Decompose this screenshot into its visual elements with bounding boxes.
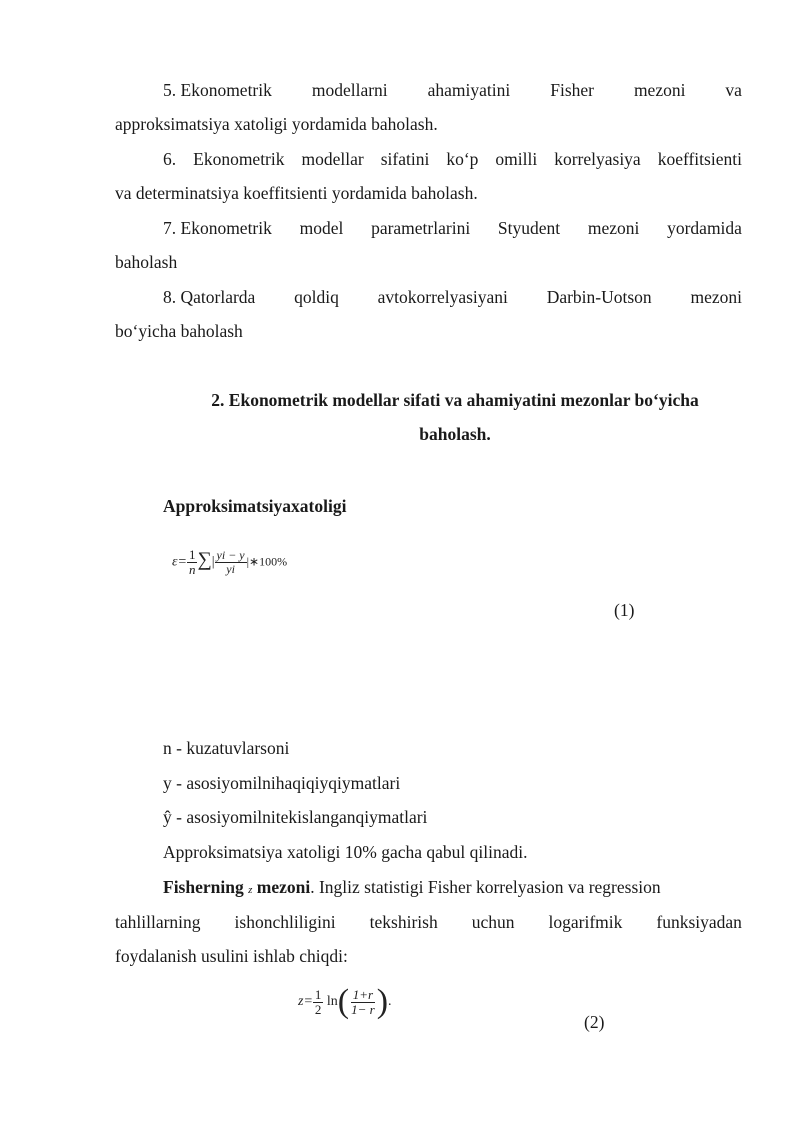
fisher-bold-title2: mezoni: [256, 877, 311, 897]
fisher-line2-word: logarifmik: [548, 912, 623, 932]
section-heading-line1: 2. Ekonometrik modellar sifati va ahamiyatini mezonlar bo‘yicha: [211, 390, 699, 410]
eq1-inner-den: yi: [226, 561, 235, 576]
list-item-5-word: ahamiyatini: [427, 80, 511, 100]
fisher-bold-title: Fisherning: [163, 877, 244, 897]
list-item-8-word: qoldiq: [294, 287, 339, 307]
equation-1: [172, 548, 287, 576]
list-item-8-word: 8. Qatorlarda: [163, 287, 256, 307]
list-item-6-word: korrelyasiya: [554, 149, 641, 169]
eq1-sum: ∑: [197, 548, 212, 571]
eq2-half-den: 2: [314, 1001, 322, 1017]
list-item-5-word: Fisher: [550, 80, 594, 100]
list-item-8-word: Darbin-Uotson: [546, 287, 652, 307]
list-item-8-word: avtokorrelyasiyani: [377, 287, 508, 307]
list-item-7-line2: baholash: [115, 252, 178, 272]
list-item-6-line2: va determinatsiya koeffitsienti yordamida baholash.: [115, 183, 478, 203]
definition-y: y - asosiyomilnihaqiqiyqiymatlari: [163, 773, 401, 793]
eq2-lhs: z=: [298, 994, 313, 1010]
list-item-5-word: 5. Ekonometrik: [163, 80, 272, 100]
list-item-5-line1: [163, 79, 742, 101]
list-item-8-line2: bo‘yicha baholash: [115, 321, 243, 341]
list-item-6-word: modellar: [301, 149, 364, 169]
fisher-line3: foydalanish usulini ishlab chiqdi:: [115, 946, 348, 966]
definition-n: n - kuzatuvlarsoni: [163, 738, 290, 758]
fisher-line2-word: tahlillarning: [115, 912, 201, 932]
eq2-ln: ln: [326, 994, 338, 1010]
equation-2-number: (2): [584, 1012, 605, 1032]
fisher-line2-word: uchun: [471, 912, 515, 932]
eq1-abs-close: |∗100%: [246, 554, 288, 569]
approx-title: Approksimatsiyaxatoligi: [163, 496, 347, 516]
eq2-half-num: 1: [314, 986, 322, 1002]
list-item-5-word: va: [725, 80, 742, 100]
list-item-5-line2: approksimatsiya xatoligi yordamida baholash.: [115, 114, 438, 134]
list-item-7-word: yordamida: [667, 218, 742, 238]
list-item-6-word: koeffitsienti: [657, 149, 742, 169]
fisher-line1: [163, 876, 742, 901]
approx-note: Approksimatsiya xatoligi 10% gacha qabul qilinadi.: [163, 842, 528, 862]
eq2-den: 1− r: [351, 1001, 375, 1017]
list-item-5-word: mezoni: [633, 80, 686, 100]
list-item-8-word: mezoni: [690, 287, 742, 307]
list-item-8-line1: [163, 286, 742, 308]
equation-2: z= $\frac{1}{2}$ ln( $\frac{1+r}{1- r}$ ).: [298, 983, 392, 1020]
fisher-line2-word: tekshirish: [369, 912, 438, 932]
eq1-lhs: ε=: [172, 554, 187, 570]
list-item-6-line1: [163, 148, 742, 170]
list-item-7-word: parametrlarini: [371, 218, 471, 238]
list-item-6-word: omilli: [495, 149, 538, 169]
list-item-7-line1: [163, 217, 742, 239]
fisher-sentence1: . Ingliz statistigi Fisher korrelyasion va regression: [310, 877, 661, 897]
eq1-frac-num: 1: [188, 547, 196, 562]
fisher-line2-word: ishonchliligini: [234, 912, 336, 932]
definition-yhat: ŷ - asosiyomilnitekislanganqiymatlari: [163, 807, 428, 827]
list-item-7-word: 7. Ekonometrik: [163, 218, 272, 238]
list-item-7-word: Styudent: [497, 218, 561, 238]
equation-1-number: (1): [614, 600, 635, 620]
list-item-6-word: ko‘p: [446, 149, 479, 169]
fisher-line2-word: funksiyadan: [656, 912, 742, 932]
eq1-frac-den: n: [188, 561, 196, 577]
fisher-line2: [115, 911, 742, 933]
section-heading-line2: baholash.: [419, 424, 491, 444]
list-item-6-word: 6.: [163, 149, 177, 169]
list-item-7-word: mezoni: [587, 218, 640, 238]
eq1-abs-open: |: [211, 554, 215, 570]
list-item-7-word: model: [299, 218, 344, 238]
eq1-inner-num: yi − y: [216, 548, 245, 563]
eq2-dot: .: [388, 994, 392, 1010]
list-item-6-word: Ekonometrik: [193, 149, 285, 169]
fisher-z-symbol: z: [248, 884, 253, 896]
list-item-5-word: modellarni: [311, 80, 388, 100]
eq2-num: 1+r: [352, 986, 374, 1002]
list-item-6-word: sifatini: [380, 149, 430, 169]
